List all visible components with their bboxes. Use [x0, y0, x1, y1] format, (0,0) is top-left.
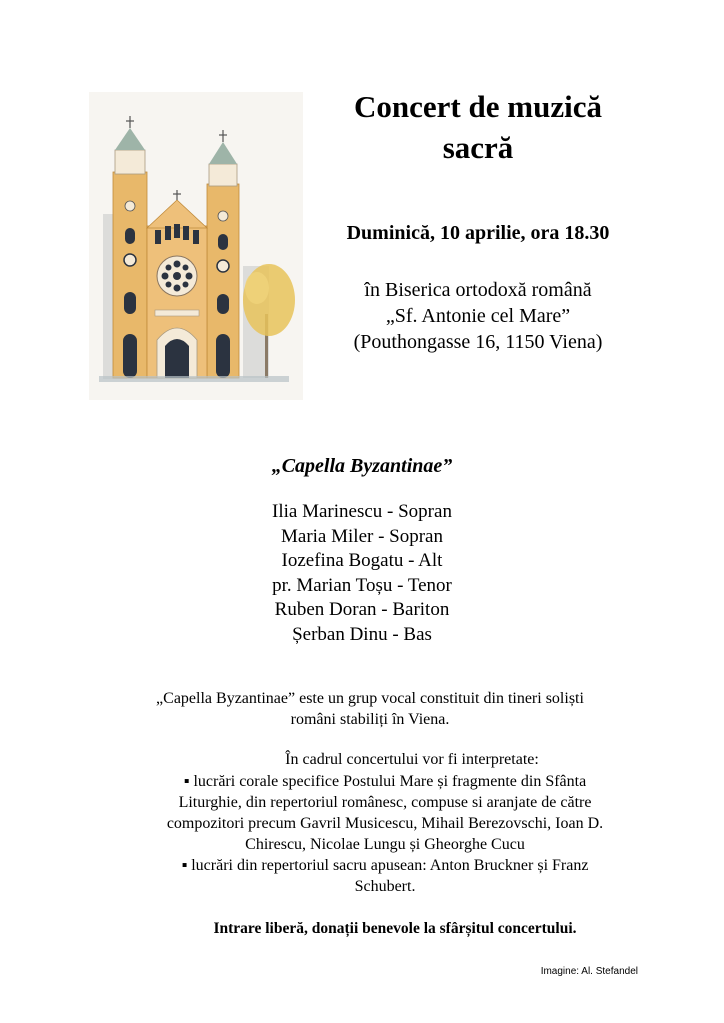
rose-window-center	[173, 272, 181, 280]
program-item-1-line: compozitori precum Gavril Musicescu, Mihail Berezovschi, Ioan D.	[166, 815, 604, 832]
gallery-window-1	[155, 230, 161, 244]
left-tower-rose	[124, 254, 136, 266]
program-item-2-line: Schubert.	[354, 878, 416, 895]
left-clock	[125, 201, 135, 211]
tree-highlight	[245, 272, 269, 304]
ground-shadow	[99, 376, 289, 382]
concert-title	[318, 86, 638, 168]
left-belfry	[115, 150, 145, 174]
left-tower-door	[123, 334, 137, 378]
right-tower-window-1	[218, 234, 228, 250]
program-item-2-line: ▪ lucrări din repertoriul sacru apusean: Anton Bruckner și Franz	[181, 857, 589, 874]
venue-church: în Biserica ortodoxă română	[364, 279, 592, 301]
rose-petal-se	[183, 282, 189, 288]
performer-item: Maria Miler - Sopran	[281, 525, 443, 547]
admission-note: Intrare liberă, donații benevole la sfârșitul concertului.	[213, 920, 577, 937]
right-tower-window-2	[217, 294, 229, 314]
image-credit: Imagine: Al. Stefandel	[540, 966, 638, 977]
right-tower-door	[216, 334, 230, 378]
title-line-1: Concert de muzică	[354, 89, 602, 124]
rose-petal-sw	[166, 282, 172, 288]
description-line-1: „Capella Byzantinae” este un grup vocal constituit din tineri soliști	[156, 690, 584, 707]
portal-cornice	[155, 310, 199, 316]
gallery-window-5	[193, 230, 199, 244]
right-clock	[218, 211, 228, 221]
left-tower-window-2	[124, 292, 136, 314]
right-belfry	[209, 164, 237, 186]
main-door	[165, 339, 189, 378]
rose-petal-s	[174, 285, 181, 292]
rose-petal-w	[162, 273, 169, 280]
performer-item: Ilia Marinescu - Sopran	[272, 501, 452, 522]
title-line-2: sacră	[442, 130, 514, 165]
church-illustration	[85, 88, 307, 404]
performer-item: Iozefina Bogatu - Alt	[281, 550, 443, 571]
gallery-window-2	[165, 226, 171, 240]
rose-petal-ne	[183, 265, 189, 271]
performer-item: Ruben Doran - Bariton	[274, 599, 450, 620]
performer-item: Șerban Dinu - Bas	[292, 623, 432, 645]
rose-petal-n	[174, 261, 181, 268]
rose-petal-nw	[166, 265, 172, 271]
program-list	[105, 771, 665, 897]
program-item-1-line: Liturghie, din repertoriul românesc, compuse si aranjate de către	[178, 794, 592, 811]
program-item-1-line: Chirescu, Nicolae Lungu și Gheorghe Cucu	[245, 836, 525, 853]
rose-petal-e	[186, 273, 193, 280]
gallery-window-4	[183, 226, 189, 240]
program-item-1-line: ▪ lucrări corale specifice Postului Mare și fragmente din Sfânta	[183, 773, 587, 790]
program-intro: În cadrul concertului vor fi interpretate:	[285, 751, 539, 768]
right-tower-rose	[217, 260, 229, 272]
gallery-window-3	[174, 224, 180, 238]
performer-list	[160, 500, 564, 647]
ensemble-name: „Capella Byzantinae”	[271, 455, 453, 477]
left-tower-window-1	[125, 228, 135, 244]
ensemble-description	[100, 688, 640, 730]
description-line-2: români stabiliți în Viena.	[290, 711, 450, 728]
venue-name: „Sf. Antonie cel Mare”	[385, 305, 571, 327]
concert-date: Duminică, 10 aprilie, ora 18.30	[346, 222, 610, 244]
venue-address: (Pouthongasse 16, 1150 Viena)	[353, 331, 603, 353]
venue-block	[318, 277, 638, 355]
performer-item: pr. Marian Toșu - Tenor	[272, 574, 452, 596]
